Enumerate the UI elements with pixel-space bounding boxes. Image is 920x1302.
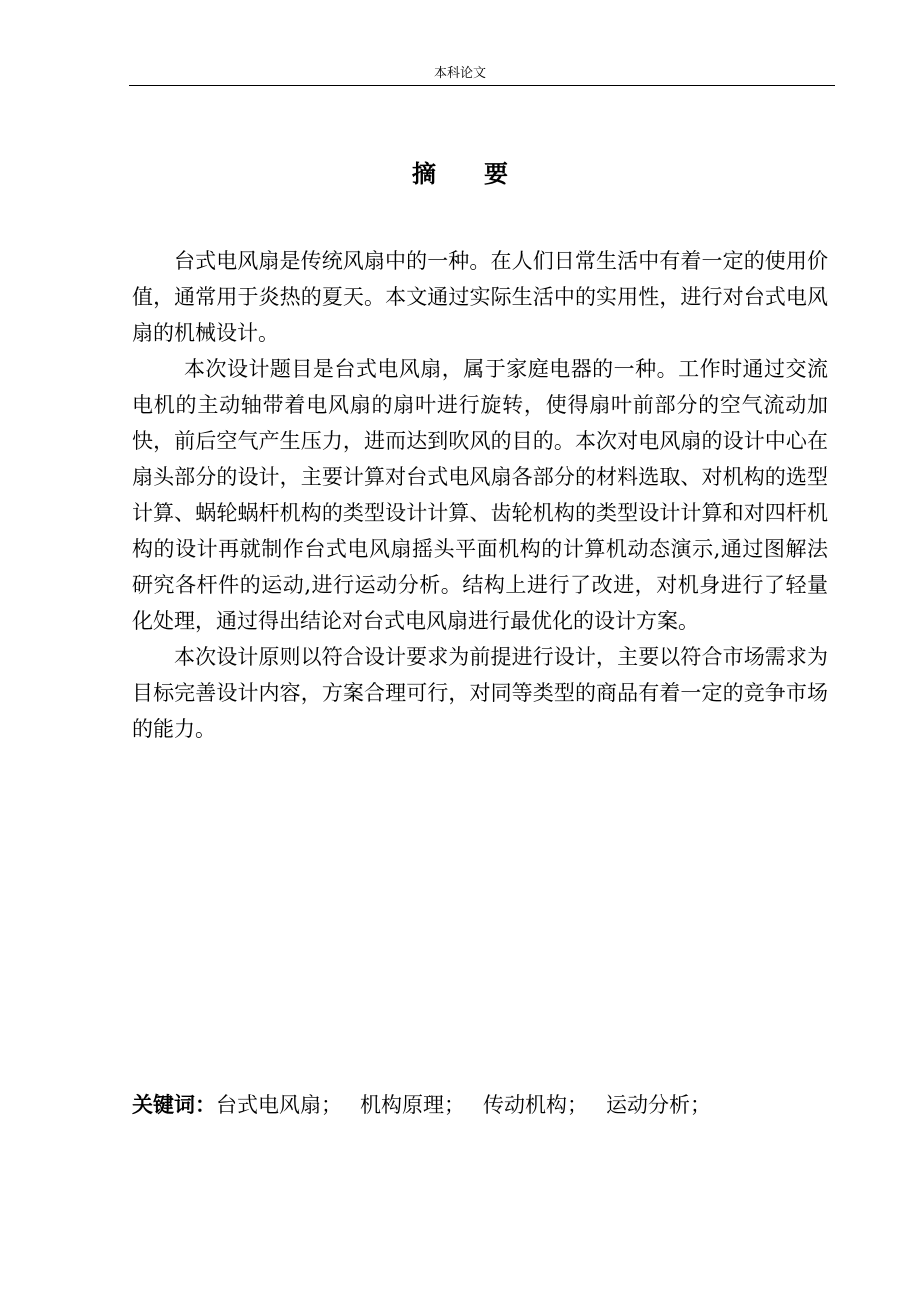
abstract-body [132,243,828,747]
keyword-item: 传动机构； [483,1093,588,1117]
abstract-paragraph-2: 本次设计题目是台式电风扇，属于家庭电器的一种。工作时通过交流电机的主动轴带着电风扇的扇叶进行旋转，使得扇叶前部分的空气流动加快，前后空气产生压力，进而达到吹风的目的。本次对电风扇的设计中心在扇头部分的设计，主要计算对台式电风扇各部分的材料选取、对机构的选型计算、蜗轮蜗杆机构的类型设计计算、齿轮机构的类型设计计算和对四杆机构的设计再就制作台式电风扇摇头平面机构的计算机动态演示,通过图解法研究各杆件的运动,进行运动分析。结构上进行了改进，对机身进行了轻量化处理，通过得出结论对台式电风扇进行最优化的设计方案。 [132,357,828,633]
title-char-1: 摘 [412,160,436,188]
abstract-title [0,158,920,190]
title-char-2: 要 [484,160,508,188]
keyword-item: 台式电风扇； [216,1093,342,1117]
keyword-item: 机构原理； [360,1093,465,1117]
keywords-label: 关键词： [132,1093,216,1117]
abstract-paragraph-3: 本次设计原则以符合设计要求为前提进行设计，主要以符合市场需求为目标完善设计内容，方案合理可行，对同等类型的商品有着一定的竞争市场的能力。 [132,645,828,741]
keywords-line [132,1089,729,1121]
running-header: 本科论文 [433,66,486,81]
abstract-paragraph-1: 台式电风扇是传统风扇中的一种。在人们日常生活中有着一定的使用价值，通常用于炎热的夏天。本文通过实际生活中的实用性，进行对台式电风扇的机械设计。 [132,249,828,345]
header-rule [129,85,835,86]
keyword-item: 运动分析； [606,1093,711,1117]
